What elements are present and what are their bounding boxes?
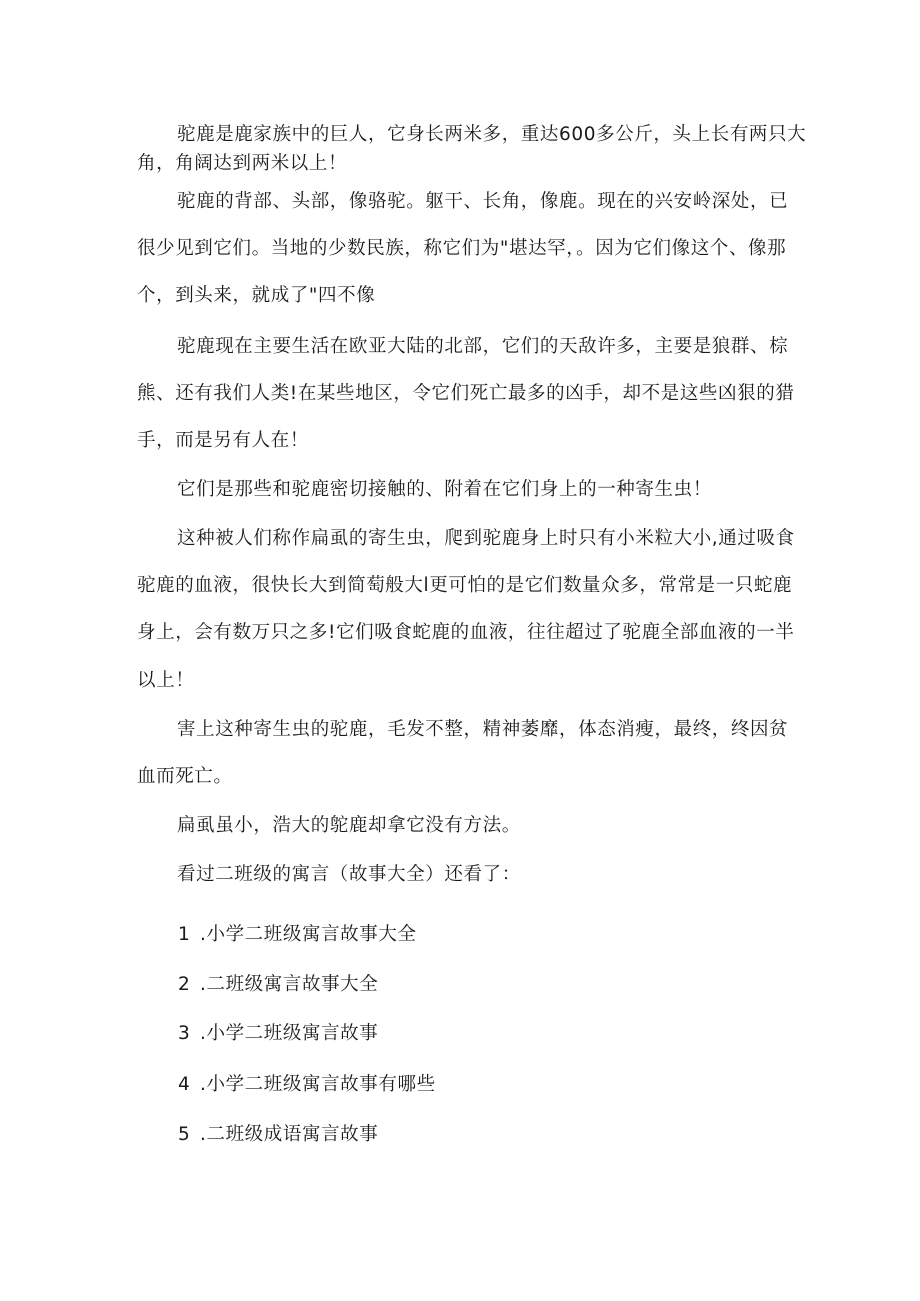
related-label: .二班级寓言故事大全 — [200, 974, 379, 995]
paragraph-line: 身上，会有数万只之多!它们吸食蛇鹿的血液，往往超过了驼鹿全部血液的一半 — [137, 622, 795, 643]
related-label: .小学二班级寓言故事 — [200, 1023, 379, 1044]
paragraph-line: 以上！ — [137, 670, 195, 691]
related-link-4[interactable] — [178, 1070, 436, 1096]
related-label: .小学二班级寓言故事有哪些 — [200, 1074, 436, 1095]
paragraph-line: 很少见到它们。当地的少数民族，称它们为"堪达罕，。因为它们像这个、像那 — [137, 238, 787, 259]
paragraph-line: 手，而是另有人在！ — [137, 430, 309, 451]
paragraph-line: 看过二班级的寓言（故事大全）还看了： — [177, 864, 521, 885]
related-number: 4 — [178, 1074, 191, 1095]
paragraph-line: 个，到头来，就成了"四不像 — [137, 285, 376, 306]
related-number: 2 — [178, 974, 191, 995]
related-label: .二班级成语寓言故事 — [200, 1124, 379, 1145]
paragraph-line: 驼鹿的血液，很快长大到简萄般大l更可怕的是它们数量众多，常常是一只蛇鹿 — [137, 575, 793, 596]
related-number: 3 — [178, 1023, 191, 1044]
paragraph-line: 它们是那些和驼鹿密切接触的、附着在它们身上的一种寄生虫！ — [177, 479, 712, 500]
related-label: .小学二班级寓言故事大全 — [200, 924, 417, 945]
paragraph-line: 血而死亡。 — [137, 766, 233, 787]
paragraph-line: 这种被人们称作扁虱的寄生虫，爬到驼鹿身上时只有小米粒大小,通过吸食 — [177, 528, 795, 549]
paragraph-line: 驼鹿的背部、头部，像骆驼。躯干、长角，像鹿。现在的兴安岭深处，已 — [177, 191, 789, 212]
related-link-5[interactable] — [178, 1120, 378, 1146]
paragraph-line: 驼鹿是鹿家族中的巨人，它身长两米多，重达600多公斤，头上长有两只大 — [177, 124, 807, 145]
paragraph-line: 害上这种寄生虫的驼鹿，毛发不整，精神萎靡，体态消瘦，最终，终因贫 — [177, 719, 789, 740]
related-number: 5 — [178, 1124, 191, 1145]
paragraph-line: 扁虱虽小，浩大的鸵鹿却拿它没有方法。 — [177, 815, 521, 836]
related-link-2[interactable] — [178, 970, 378, 996]
related-number: 1 — [178, 924, 191, 945]
related-link-1[interactable] — [178, 920, 417, 946]
paragraph-line: 驼鹿现在主要生活在欧亚大陆的北部，它们的天敌许多，主要是狼群、棕 — [177, 336, 789, 357]
paragraph-line: 角，角阔达到两米以上！ — [137, 153, 348, 174]
related-link-3[interactable] — [178, 1019, 378, 1045]
paragraph-line: 熊、还有我们人类!在某些地区，令它们死亡最多的凶手，却不是这些凶狠的猎 — [137, 383, 795, 404]
